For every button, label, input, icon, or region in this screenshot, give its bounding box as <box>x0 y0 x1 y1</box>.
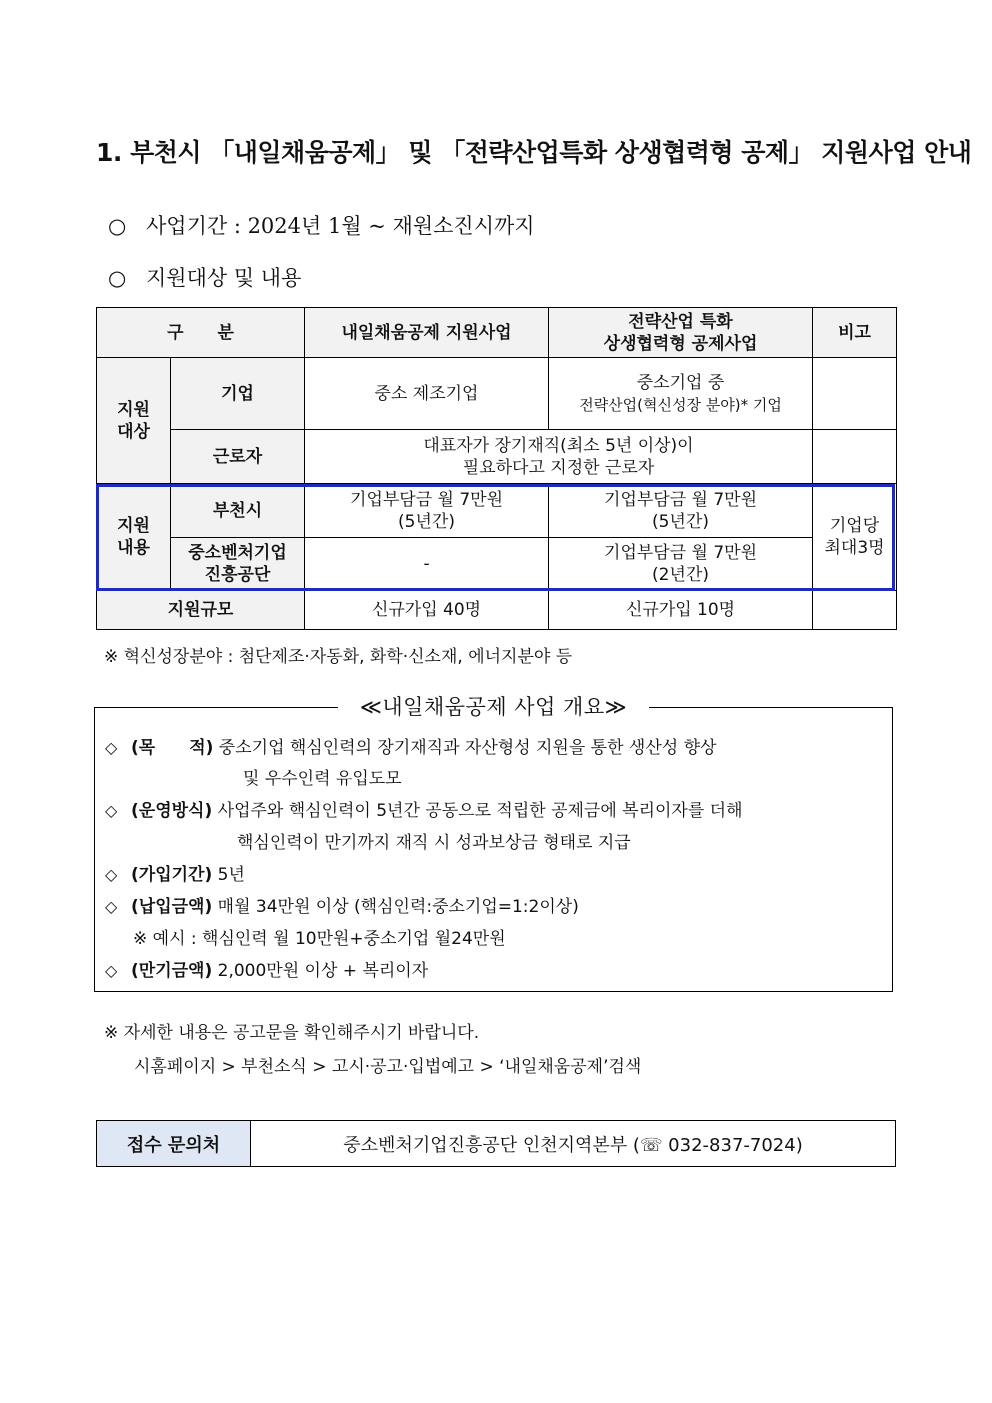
header-col1: 내일채움공제 지원사업 <box>305 308 549 358</box>
company-label: 기업 <box>171 358 305 430</box>
notice-line1: ※ 자세한 내용은 공고문을 확인해주시기 바랍니다. <box>104 1023 480 1043</box>
bucheon-label: 부천시 <box>171 484 305 538</box>
notice <box>104 1016 641 1084</box>
method-row: ◇ (운영방식) 사업주와 핵심인력이 5년간 공동으로 적립한 공제금에 복리이자를 더해 <box>105 795 884 827</box>
bucheon-col1: 기업부담금 월 7만원 (5년간) <box>305 484 549 538</box>
scale-label: 지원규모 <box>97 591 305 630</box>
target-group-label: 지원 대상 <box>97 358 171 484</box>
company-col2: 중소기업 중 전략산업(혁신성장 분야)* 기업 <box>549 358 813 430</box>
table-header-row <box>97 308 897 358</box>
table-row <box>97 538 897 591</box>
page-title: 1. 부천시 「내일채움공제」 및 「전략산업특화 상생협력형 공제」 지원사업 안내 <box>96 138 972 167</box>
overview-title: ≪내일채움공제 사업 개요≫ <box>95 691 892 721</box>
kosme-col2: 기업부담금 월 7만원 (2년간) <box>549 538 813 591</box>
circle-bullet-icon: ○ <box>108 214 127 238</box>
kosme-label: 중소벤처기업 진흥공단 <box>171 538 305 591</box>
table-row <box>97 484 897 538</box>
company-note <box>813 358 897 430</box>
table-row <box>97 591 897 630</box>
support-group-label: 지원 내용 <box>97 484 171 591</box>
table-row <box>97 358 897 430</box>
circle-bullet-icon: ○ <box>108 266 127 290</box>
diamond-bullet-icon: ◇ <box>105 865 118 884</box>
example-row: ※ 예시 : 핵심인력 월 10만원+중소기업 월24만원 <box>133 929 506 949</box>
footnote: ※ 혁신성장분야 : 첨단제조·자동화, 화학·신소재, 에너지분야 등 <box>104 647 573 667</box>
scale-note <box>813 591 897 630</box>
overview-box <box>94 695 893 992</box>
diamond-bullet-icon: ◇ <box>105 801 118 820</box>
purpose-row: ◇ (목 적) 중소기업 핵심인력의 장기재직과 자산형성 지원을 통한 생산성 향상 <box>105 732 884 764</box>
diamond-bullet-icon: ◇ <box>105 961 118 980</box>
contact-label: 접수 문의처 <box>97 1121 251 1167</box>
diamond-bullet-icon: ◇ <box>105 738 118 757</box>
worker-note <box>813 430 897 484</box>
period-row: ◇ (가입기간) 5년 <box>105 859 884 891</box>
target-text: 지원대상 및 내용 <box>146 266 302 290</box>
period-line <box>108 210 535 240</box>
scale-col2: 신규가입 10명 <box>549 591 813 630</box>
notice-line2: 시홈페이지 > 부천소식 > 고시·공고·입법예고 > ‘내일채움공제’검색 <box>134 1057 642 1077</box>
kosme-col1: - <box>305 538 549 591</box>
table-row <box>97 430 897 484</box>
period-text: 사업기간 : 2024년 1월 ~ 재원소진시까지 <box>146 214 535 238</box>
company-col1: 중소 제조기업 <box>305 358 549 430</box>
payment-row: ◇ (납입금액) 매월 34만원 이상 (핵심인력:중소기업=1:2이상) <box>105 891 884 923</box>
purpose-row-cont: 및 우수인력 유입도모 <box>243 769 402 789</box>
maturity-row: ◇ (만기금액) 2,000만원 이상 + 복리이자 <box>105 955 884 987</box>
worker-merged: 대표자가 장기재직(최소 5년 이상)이 필요하다고 지정한 근로자 <box>305 430 813 484</box>
target-line <box>108 262 301 292</box>
scale-col1: 신규가입 40명 <box>305 591 549 630</box>
header-category: 구 분 <box>97 308 305 358</box>
bucheon-col2: 기업부담금 월 7만원 (5년간) <box>549 484 813 538</box>
worker-label: 근로자 <box>171 430 305 484</box>
header-col3: 비고 <box>813 308 897 358</box>
contact-value: 중소벤처기업진흥공단 인천지역본부 (☏ 032-837-7024) <box>251 1121 896 1167</box>
support-table <box>96 307 897 630</box>
header-col2: 전략산업 특화 상생협력형 공제사업 <box>549 308 813 358</box>
method-row-cont: 핵심인력이 만기까지 재직 시 성과보상금 형태로 지급 <box>237 833 631 853</box>
contact-table <box>96 1120 896 1167</box>
diamond-bullet-icon: ◇ <box>105 897 118 916</box>
support-note: 기업당 최대3명 <box>813 484 897 591</box>
